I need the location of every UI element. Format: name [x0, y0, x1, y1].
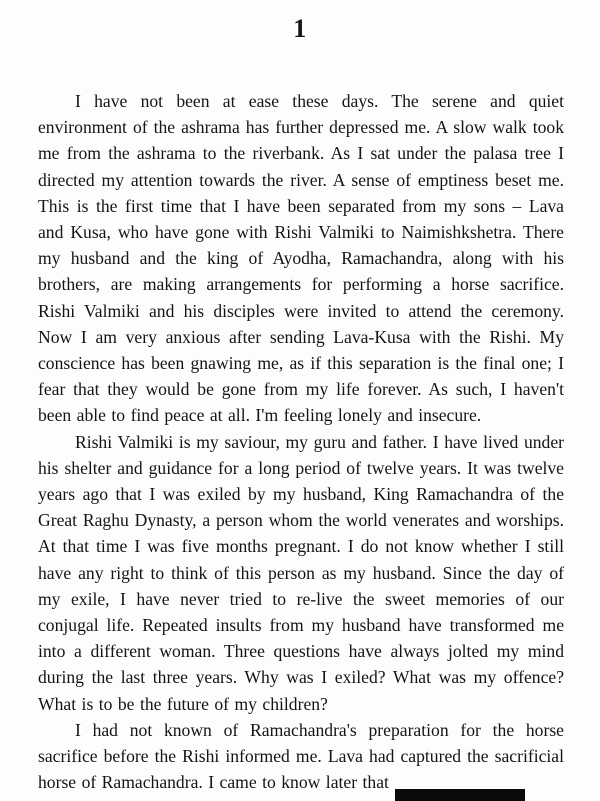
- paragraph: Rishi Valmiki is my saviour, my guru and father. I have lived under his shelter and guidance for a long period of twelve years. It was twelve years ago that I was exiled by my husband, King Ramachandra of the Great Raghu Dynasty, a person whom the world venerates and worships. At that time I was five months pregnant. I do not know whether I still have any right to think of this person as my husband. Since the day of my exile, I have never tried to re-live the sweet memories of our conjugal life. Repeated insults from my husband have transformed me into a different woman. Three questions have always jolted my mind during the last three years. Why was I exiled? What was my offence? What is to be the future of my children?: [38, 431, 564, 714]
- paragraph: I had not known of Ramachandra's preparation for the horse sacrifice before the Rishi informed me. Lava had captured the sacrificial horse of Ramachandra. I came to know later that: [38, 719, 564, 793]
- paragraph: I have not been at ease these days. The serene and quiet environment of the ashrama has further depressed me. A slow walk took me from the ashrama to the riverbank. As I sat under the palasa tree I directed my attention towards the river. A sense of emptiness beset me. This is the first time that I have been separated from my sons – Lava and Kusa, who have gone with Rishi Valmiki to Naimishkshetra. There my husband and the king of Ayodha, Ramachandra, along with his brothers, are making arrangements for performing a horse sacrifice. Rishi Valmiki and his disciples were invited to attend the ceremony. Now I am very anxious after sending Lava-Kusa with the Rishi. My conscience has been gnawing me, as if this separation is the final one; I fear that they would be gone from my life forever. As such, I haven't been able to find peace at all. I'm feeling lonely and insecure.: [38, 91, 564, 426]
- page-text-block: [38, 88, 564, 795]
- bottom-edge-scan-artifact: [395, 789, 525, 801]
- page-number: 1: [293, 14, 307, 43]
